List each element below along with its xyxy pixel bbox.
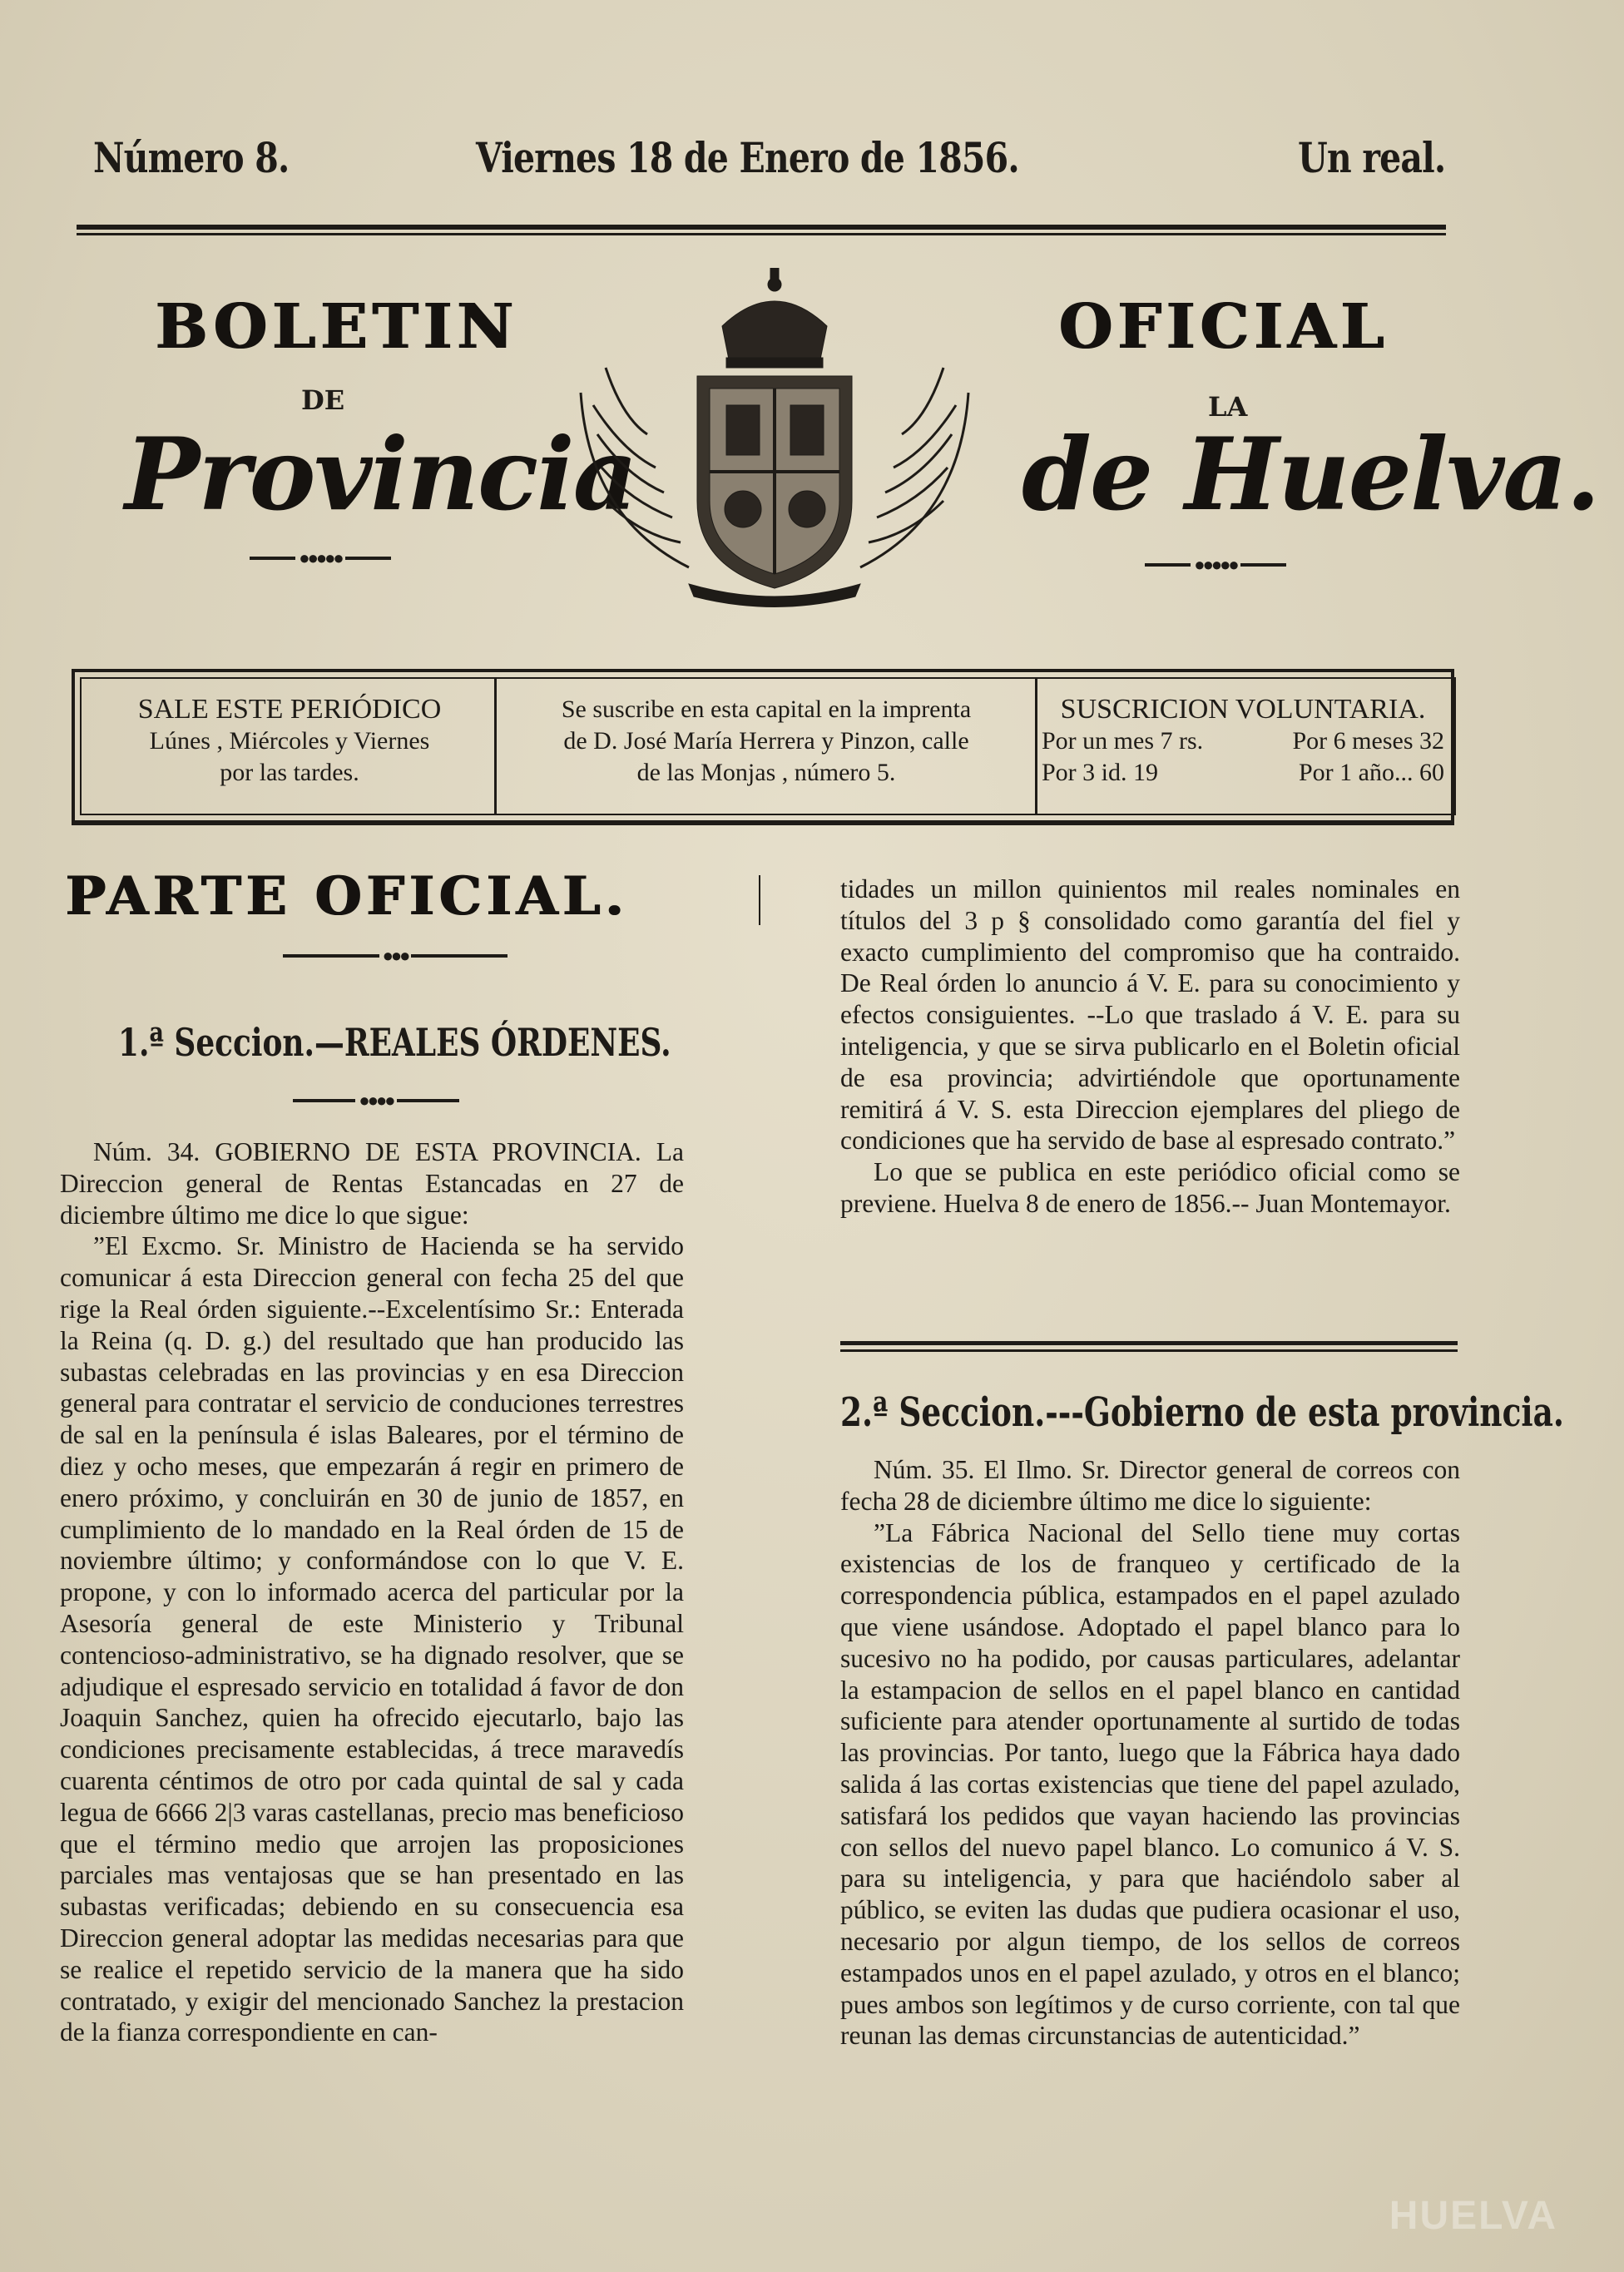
decree-34-body: ”El Excmo. Sr. Ministro de Hacienda se ha servido comunicar á esta Direccion general con fecha 25 del que rige la Real órden siguiente.--Excelentísimo Sr.: Enterada la Reina (q. D. g.) del resultado que han producido las subastas celebradas en las provincias y en esa Direccion general para contratar el servicio de conduciones terrestres de sal en la península é islas Baleares, por el término de diez y ocho meses, que empezarán á regir en primero de enero próximo, y concluirán en 30 de junio de 1857, en cumplimiento de lo mandado en la Real órden de 15 de noviembre último; y conformándose con lo que V. E. propone, y con lo informado acerca del particular por la Asesoría general de este Ministerio y Tribunal contencioso-administrativo, se ha dignado resolver, que se adjudique el espresado servicio en totalidad á favor de don Joaquin Sanchez, quien ha ofrecido ejecutarlo, bajo las condiciones precisamente establecidas, á trece maravedís cuarenta céntimos de otro por cada quintal de sal y cada legua de 6666 2|3 varas castellanas, precio mas beneficioso que el término medio que arrojen las proposiciones parciales mas ventajosas que se han presentado en las subastas verificadas; debiendo en su consecuencia esa Direccion general adoptar las medidas necesarias para que se realice el repetido servicio de la manera que ha sido contratado, y exigir del mencionado Sanchez la prestacion de la fianza correspondiente en can- [60, 1231, 684, 2047]
section-1-ornament: ●●●● [293, 1091, 459, 1110]
decree-34-continuation: tidades un millon quinientos mil reales nominales en títulos del 3 p § consolidado como garantía del fiel y exacto cumplimiento del compromiso que ha contraido. De Real órden lo anuncio á V. E. para su conocimiento y efectos consiguientes. --Lo que traslado á V. E. para su inteligencia, y que se sirva publicarlo en el Boletin oficial de esa provincia; advirtiéndole que oportunamente remitirá á V. S. esta Direccion ejemplares del pliego de condiciones que ha servido de base al espresado contrato.” [840, 874, 1460, 1156]
masthead-de: DE [301, 384, 345, 416]
infobox-bottom-rule [72, 820, 1454, 825]
header-rule-thin [77, 233, 1446, 235]
masthead-oficial: OFICIAL [1058, 291, 1389, 363]
place-line-2: de D. José María Herrera y Pinzon, calle [563, 727, 969, 755]
infobox-schedule [88, 694, 491, 789]
section-2-title: 2.ª Seccion.---Gobierno de esta provincia. [840, 1389, 1564, 1436]
issue-number: Número 8. [93, 133, 290, 182]
masthead-huelva: de Huelva. [1022, 416, 1599, 533]
header-rule [77, 225, 1446, 230]
issue-price: Un real. [1298, 133, 1446, 182]
infobox-divider-2 [1035, 677, 1037, 815]
left-column-text [60, 1136, 684, 2048]
masthead-boletin: BOLETIN [155, 291, 518, 363]
place-line-1: Se suscribe en esta capital en la imprenta [561, 695, 972, 723]
price-3-months: Por 3 id. 19 [1042, 759, 1159, 786]
masthead-ornament-left: ●●●●● [250, 549, 391, 567]
prices-row-2 [1042, 757, 1444, 789]
masthead-ornament-right: ●●●●● [1145, 556, 1286, 574]
schedule-title: SALE ESTE PERIÓDICO [137, 694, 442, 725]
place-line-3: de las Monjas , número 5. [636, 759, 896, 786]
masthead-provincia: Provincia [125, 416, 636, 533]
schedule-time: por las tardes. [220, 759, 359, 786]
decree-34-signature: Lo que se publica en este periódico oficial como se previene. Huelva 8 de enero de 1856.-- Juan Montemayor. [840, 1157, 1460, 1218]
parte-oficial-title: PARTE OFICIAL. [65, 865, 628, 928]
section-divider-rule-thin [840, 1349, 1458, 1352]
archive-watermark: HUELVA [1389, 2194, 1557, 2238]
price-year: Por 1 año... 60 [1299, 759, 1444, 786]
right-column-top-text [840, 874, 1460, 1220]
section-1-title: 1.ª Seccion.—REALES ÓRDENES. [118, 1020, 671, 1065]
infobox-subscription-place [504, 694, 1028, 789]
right-column-bottom-text [840, 1454, 1460, 2052]
parte-oficial-ornament: ●●● [283, 947, 508, 965]
infobox-divider-1 [494, 677, 497, 815]
masthead-la: LA [1208, 391, 1248, 423]
subscription-info-box [72, 669, 1454, 824]
price-month: Por un mes 7 rs. [1042, 727, 1204, 755]
column-separator [759, 875, 760, 925]
decree-35-intro: Núm. 35. El Ilmo. Sr. Director general de correos con fecha 28 de diciembre último me dice lo siguiente: [840, 1455, 1460, 1516]
coat-of-arms-crest [556, 268, 993, 609]
schedule-days: Lúnes , Miércoles y Viernes [149, 727, 430, 755]
prices-row-1 [1042, 725, 1444, 757]
issue-date: Viernes 18 de Enero de 1856. [476, 133, 1019, 182]
decree-34-intro: Núm. 34. GOBIERNO DE ESTA PROVINCIA. La Direccion general de Rentas Estancadas en 27 de diciembre último me dice lo que sigue: [60, 1137, 684, 1230]
prices-title: SUSCRICION VOLUNTARIA. [1060, 694, 1426, 725]
decree-35-body: ”La Fábrica Nacional del Sello tiene muy cortas existencias de los de franqueo y certificado de la correspondencia pública, estampados en el papel azulado que viene usándose. Adoptado el papel blanco para lo sucesivo no ha podido, por causas particulares, adelantar la estampacion de sellos en el papel blanco en cantidad suficiente para atender oportunamente al surtido de todas las provincias. Por tanto, luego que la Fábrica haya dado salida á las cortas existencias que tiene del papel azulado, satisfará los pedidos que vayan haciendo las provincias con sellos del nuevo papel blanco. Lo comunico á V. S. para su inteligencia, y para que haciéndolo saber al público, se eviten las dudas que pudiera ocasionar el uso, necesario por algun tiempo, de los sellos de correos estampados unos en el papel azulado, y otros en el blanco; pues ambos son legítimos y de curso corriente, con tal que reunan las demas circunstancias de autenticidad.” [840, 1517, 1460, 2051]
section-divider-rule [840, 1341, 1458, 1345]
infobox-prices [1042, 694, 1444, 789]
price-6-months: Por 6 meses 32 [1292, 727, 1444, 755]
